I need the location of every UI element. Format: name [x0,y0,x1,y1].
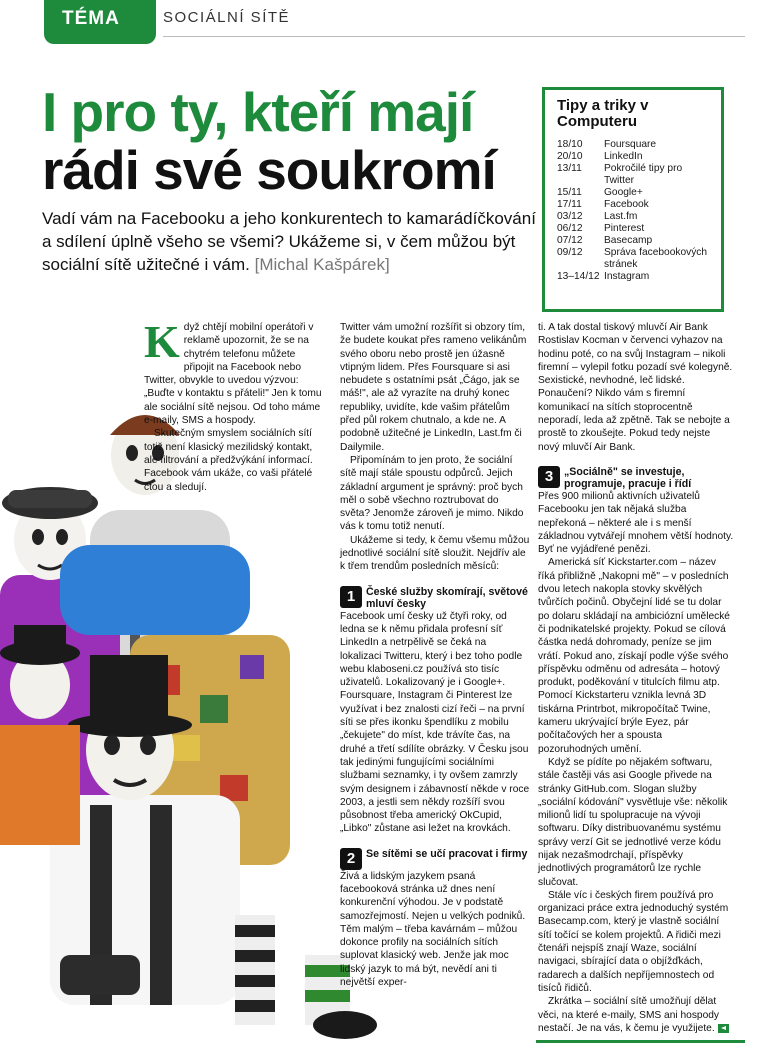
tips-item [557,151,711,163]
tips-date: 09/12 [557,247,583,258]
article-column-2 [340,321,530,989]
tips-list [557,139,711,283]
article-paragraph [538,995,734,1035]
paragraph-text: Zkrátka – sociální sítě umožňují dělat věci, na které e-maily, SMS ani hospody nestačí. Je na vás, k čemu je využijete. [538,996,720,1034]
subheading-text: České služby skomírají, světové mluví česky [366,585,528,610]
article-paragraph: Stále víc i českých firem používá pro organizaci práce extra jednoduchý systém Basecamp.com, který je vlastně sociální sítí točící se kolem projektů. A řidiči mezi čtenáři nejspíš znají Waze, sociální navigaci, sbírající data o objížďkách, radarech a dalších nepříjemnostech od tisíců řidičů. [538,889,729,994]
tips-topic: Last.fm [604,211,638,222]
headline [42,83,562,199]
article-paragraph [144,316,328,427]
article-paragraph: Facebook umí česky už čtyři roky, od ledna se k němu přidala profesní síť LinkedIn a netrpělivě se čeká na lokalizaci Twitteru, který i bez toho podle webu klaboseni.cz používá sto tisíc uživatelů. Lokalizovaný je i Google+. Foursquare, Instagram či Pinterest lze využívat i bez znalosti cizí řeči – na první síti se přes ikonku špendlíku z mobilu „čekujete" do míst, kde trávíte čas, na druhé a třetí sdílíte obrázky. V Česku jsou tak jedinými fungujícími sociálními službami seznamky, i ty ovšem zamrzly svým designem i zábavností někde v roce 2003, a jestli sem někdy rozšíří svou působnost třeba americký OkCupid, „Libko" zůstane asi ležet na krovkách. [340,610,530,835]
tips-item [557,211,711,223]
footer-rule [536,1040,745,1043]
subheading-text: Se sítěmi se učí pracovat i firmy [366,847,528,860]
subheading-text: „Sociálně" se investuje, programuje, pracuje i řídí [564,465,692,490]
section-label: SOCIÁLNÍ SÍTĚ [163,9,291,26]
article-paragraph: Když se pídíte po nějakém softwaru, stále častěji vás asi Google přivede na stránky GitHub.com. Slogan služby „sociální kódování" vysvětluje vše: několik milionů lidí tu spolupracuje na vývoji softwaru. Díky distribuovanému systému správy verzí Git se jednotlivé verze kódu nijak nezašmodrchají, příspěvky jednotlivých programátorů lze rychle slučovat. [538,756,728,888]
tips-date: 13/11 [557,163,582,174]
lead-text: Vadí vám na Facebooku a jeho konkurentech to kamarádíčkování a sdílení úplně všeho se všemi? Ukážeme si, v čem můžou být sociální sítě užitečné i vám. [42,209,536,274]
author-byline: [Michal Kašpárek] [254,255,390,274]
tips-topic: Basecamp [604,235,653,246]
tips-item [557,163,711,187]
tips-date: 07/12 [557,235,583,246]
tips-date: 18/10 [557,139,583,150]
paragraph-text: dyž chtějí mobilní operátoři v reklamě upozornit, že se na chytrém telefonu můžete připojit na Facebook nebo Twitter, obvykle to uvedou výzvou: „Buďte v kontaktu s přáteli!" Jen k tomu ale sociální sítě nejsou. Od toho máme e-maily, SMS a hospody. [144,322,322,427]
article-paragraph: Ukážeme si tedy, k čemu všemu můžou jednotlivé sociální sítě sloužit. Nejdřív ale k třem trendům posledních měsíců: [340,534,530,573]
headline-line-1: I pro ty, kteří mají [42,81,474,143]
tips-item [557,271,711,283]
section-tab: TÉMA [44,0,156,44]
tips-item [557,187,711,199]
tips-topic: Facebook [604,199,649,210]
tips-item [557,223,711,235]
tips-item [557,139,711,151]
tips-box [542,87,724,312]
tips-topic: Správa facebookových stránek [604,247,708,270]
tips-topic: Google+ [604,187,643,198]
article-paragraph: Živá a lidským jazykem psaná facebooková stránka už dnes není konkurenční výhodou. Je v podstatě samozřejmostí. Nejen u velkých podniků. Těm malým – třeba kavárnám – můžou dokonce profily na sociálních sítích suplovat klasický web. Jenže jak moc lidský jazyk to má být, nevědí ani ti největší exper- [340,870,526,989]
drop-cap: K [144,316,180,367]
section-number-badge: 1 [340,586,362,608]
tips-item [557,235,711,247]
tips-topic: Instagram [604,271,650,282]
headline-line-2: rádi své soukromí [42,139,496,201]
article-paragraph: ti. A tak dostal tiskový mluvčí Air Bank Rostislav Kocman v červenci vyhazov na hodinu poté, co na svůj Instagram – nikoli firemní – vylepil fotku pozadí své kolegyně. Sexistické, nevhodné, leč lidské. Ponaučení? Nikdo vám s firemní komunikací na sítích stoprocentně neporadí, leda až zpětně. Tak se nebojte a prostě to zkoušejte. Pokud tedy nejste nový mluvčí Air Bank. [538,322,733,453]
tips-topic: Pokročilé tipy pro Twitter [604,163,683,186]
tips-topic: Pinterest [604,223,645,234]
section-number-badge: 2 [340,848,362,870]
article-paragraph: Připomínám to jen proto, že sociální sítě mají stále spoustu odpůrců. Jejich základní argument je správný: proč bych měl o sobě všechno roztrubovat do světa? Jenomže zároveň je mimo. Nikdo vás k tomu totiž nenutí. [340,454,524,533]
tips-date: 03/12 [557,211,583,222]
tips-item [557,247,711,271]
article-paragraph: Skutečným smyslem sociálních sítí totiž není klasický mezilidský kontakt, ale filtrování a předžvýkání informací. Facebook vám ukáže, co vaši přátelé čtou a sledují. [144,428,313,493]
subheading-1 [340,586,530,610]
tips-date: 15/11 [557,187,582,198]
lead-paragraph [42,207,542,276]
tips-date: 06/12 [557,223,583,234]
subheading-3 [538,466,734,490]
tips-date: 13–14/12 [557,271,600,282]
tips-date: 17/11 [557,199,582,210]
tips-topic: Foursquare [604,139,657,150]
tips-title: Tipy a triky v Computeru [557,97,649,130]
article-paragraph: Americká síť Kickstarter.com – název říká přibližně „Nakopni mě" – v posledních dvou letech nakopla stovky skvělých tvůrčích počinů. Obyčejní lidé se tu dolar po dolaru skládají na ambiciózní umělecké či podnikatelské projekty. Pokud se cílová částka nedá dohromady, peníze se jim vrátí. Pokud ano, získají podle výše svého příspěvku odměnu od adresáta – hotový produkt, poděkování v titulcích filmu atp. Pomocí Kickstarteru vznikla levná 3D tiskárna Printrbot, mikropočítač Twine, kameru ukrývající brýle Eyez, pár počítačových her a spousta pozoruhodných umění. [538,557,730,755]
tips-item [557,199,711,211]
mime-small [0,625,80,845]
section-number-badge: 3 [538,466,560,488]
article-paragraph: Twitter vám umožní rozšířit si obzory tím, že budete koukat přes rameno velikánům svého oboru nebo prostě jen úžasně vtipným lidem. Přes Foursquare si asi nebudete s ostatními psát „Čágo, jak se máš!", ale až vyrazíte na druhý konec republiky, uvidíte, kde vašim přátelům před půl rokem chutnalo, a kde ne. A podobně užitečné je LinkedIn, Last.fm či Dailymile. [340,322,527,453]
subheading-2 [340,848,530,870]
article-column-3 [538,321,734,1035]
article-paragraph: Přes 900 milionů aktivních uživatelů Facebooku jen tak nějaká služba nepřekoná – některé ale i s menší základnou vytvářejí mnohem větší hodnoty. Byť ne vyjádřené penězi. [538,490,734,556]
end-of-article-icon [718,1024,729,1033]
article-column-1 [144,316,328,494]
tips-topic: LinkedIn [604,151,643,162]
header-rule [163,36,745,37]
tips-date: 20/10 [557,151,583,162]
